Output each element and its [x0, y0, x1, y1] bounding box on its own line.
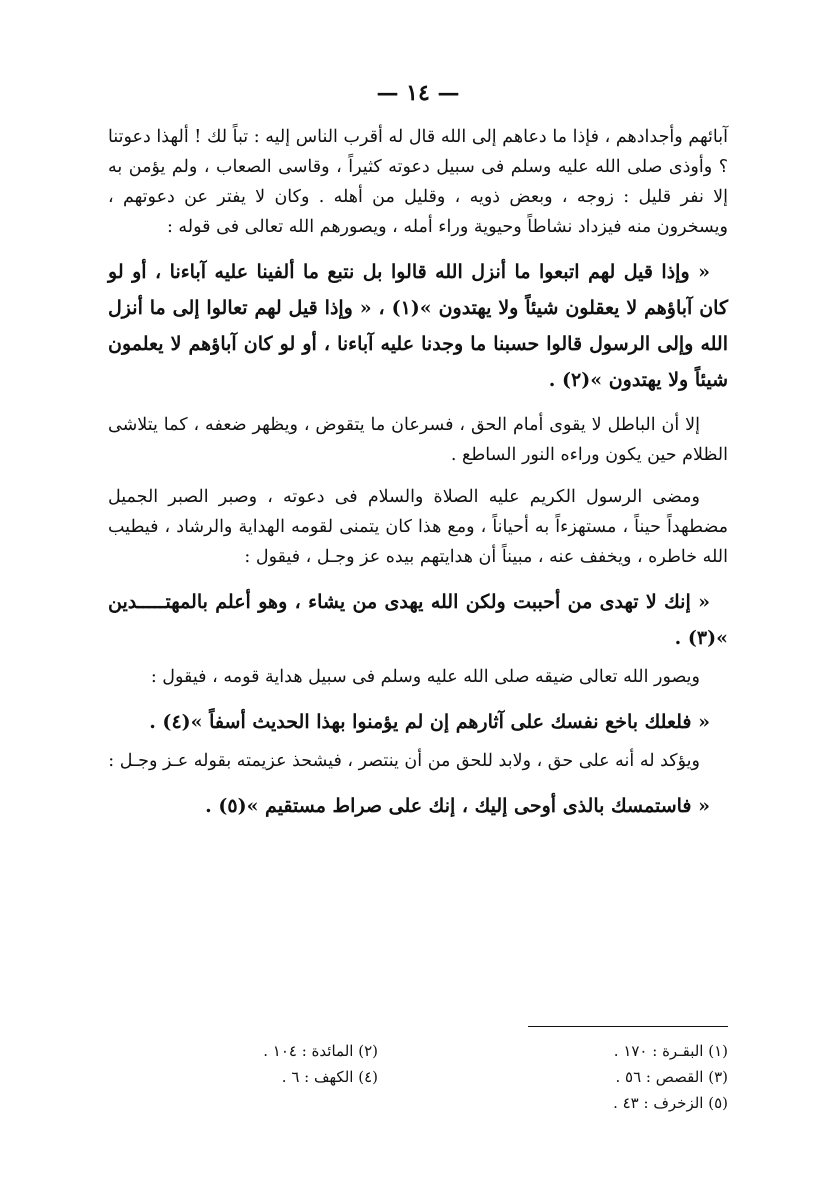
footnotes [108, 1038, 728, 1116]
footnote-row [108, 1064, 728, 1090]
footnote-row [108, 1038, 728, 1064]
paragraph-3: ومضى الرسول الكريم عليه الصلاة والسلام فى دعوته ، وصبر الصبر الجميل مضطهداً حيناً ، مستهزءاً به أحياناً ، ومع هذا كان يتمنى لقومه الهداية والرشاد ، فيطيب الله خاطره ، ويخفف عنه ، مبيناً أن هدايتهم بيده عز وجـل ، فيقول : [108, 487, 728, 567]
paragraph-5: ويؤكد له أنه على حق ، ولابد للحق من أن ينتصر ، فيشحذ عزيمته بقوله عـز وجـل : [108, 751, 700, 771]
footnote-item: (١) البقـرة : ١٧٠ . [613, 1042, 728, 1060]
page-number: — ١٤ — [376, 80, 460, 106]
paragraph-4: ويصور الله تعالى ضيقه صلى الله عليه وسلم فى سبيل هداية قومه ، فيقول : [150, 667, 700, 687]
footnote-divider [528, 1026, 728, 1027]
quran-quote-2: « إنك لا تهدى من أحببت ولكن الله يهدى من يشاء ، وهو أعلم بالمهتـــــدين »(٣) . [108, 591, 728, 649]
paragraph-1: آبائهم وأجدادهم ، فإذا ما دعاهم إلى الله قال له أقرب الناس إليه : تباً لك ! ألهذا دعوتنا ؟ وأوذى صلى الله عليه وسلم فى سبيل دعوته كثيراً ، وقاسى الصعاب ، ولم يؤمن به إلا نفر قليل : زوجه ، وبعض ذويه ، وقليل من أهله . وكان لا يفتر عن دعوتهم ، ويسخرون منه فيزداد نشاطاً وحيوية وراء أمله ، ويصورهم الله تعالى فى قوله : [108, 127, 728, 237]
book-page [108, 78, 728, 1138]
footnote-item [108, 1090, 418, 1116]
quran-quote-4: « فاستمسك بالذى أوحى إليك ، إنك على صراط مستقيم »(٥) . [205, 795, 710, 817]
quran-quote-3: « فلعلك باخع نفسك على آثارهم إن لم يؤمنوا بهذا الحديث أسفاً »(٤) . [149, 711, 710, 733]
paragraph-2: إلا أن الباطل لا يقوى أمام الحق ، فسرعان ما يتقوض ، ويظهر ضعفه ، كما يتلاشى الظلام حين يكون وراءه النور الساطع . [108, 415, 728, 465]
footnote-item: (٥) الزخرف : ٤٣ . [613, 1094, 728, 1112]
quran-quote-1: « وإذا قيل لهم اتبعوا ما أنزل الله قالوا بل نتبع ما ألفينا عليه آباءنا ، أو لو كان آباؤهم لا يعقلون شيئاً ولا يهتدون »(١) ، « وإذا قيل لهم تعالوا إلى ما أنزل الله وإلى الرسول قالوا حسبنا ما وجدنا عليه آباءنا ، أو لو كان آباؤهم لا يعلمون شيئاً ولا يهتدون »(٢) . [108, 261, 728, 391]
footnote-row [108, 1090, 728, 1116]
footnote-item: (٣) القصص : ٥٦ . [615, 1068, 728, 1086]
footnote-item: (٤) الكهف : ٦ . [281, 1068, 378, 1086]
footnote-item: (٢) المائدة : ١٠٤ . [263, 1042, 378, 1060]
